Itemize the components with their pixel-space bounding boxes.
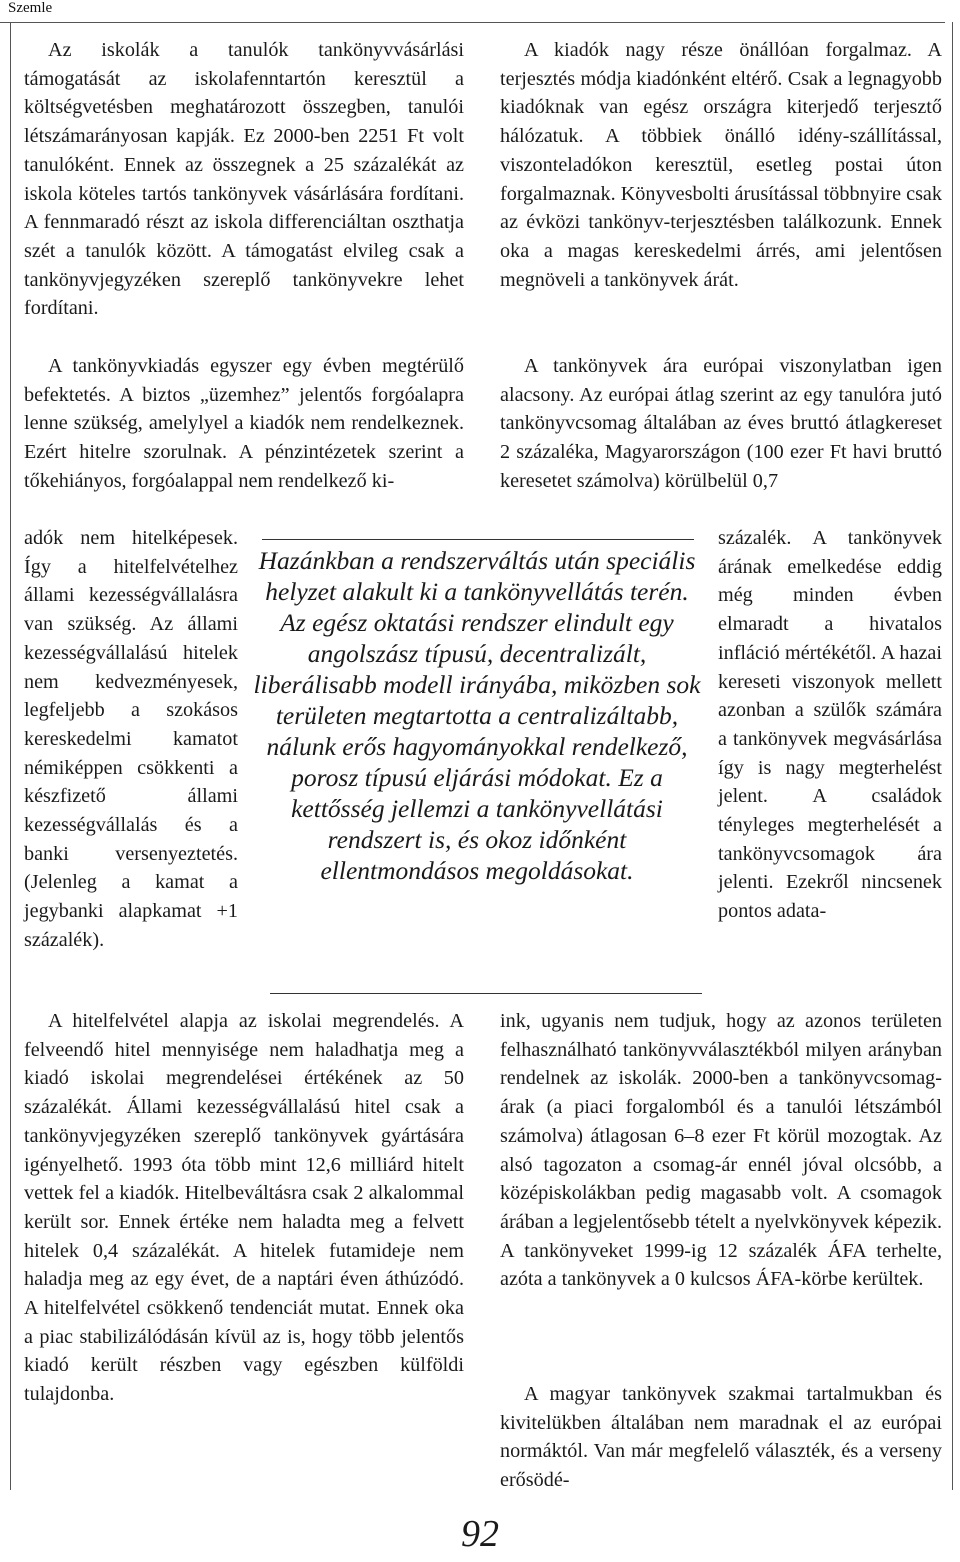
right-paragraph-2-continued: ink, ugyanis nem tudjuk, hogy az azonos területen felhasználható tankönyvválasztékból milyen arányban rendelnek az iskolák. 2000-ben a tankönyvcsomag-árak (a piaci forgalomból és a tanulói létszámból számolva) átlagosan 6–8 ezer Ft körül mozogtak. Az alsó tagozaton a csomag-ár ennél jóval olcsóbb, a középiskolákban pedig magasabb volt. A csomagok árában a legjelentősebb tételt a nyelvkönyvek képezik. A tankönyveket 1999-ig 12 százalék ÁFA terhelte, azóta a tankönyvek a 0 kulcsos ÁFA-körbe kerültek. [500,1010,942,1291]
pull-quote-bottom-rule [270,993,702,994]
pull-quote: Hazánkban a rendszerváltás után speciális helyzet alakult ki a tankönyvellátás terén. Az egész oktatási rendszer elindult egy angolszász típusú, decentralizált, liberálisabb modell irányába, miközben sok területen megtartotta a centralizáltabb, nálunk erős hagyományokkal rendelkező, porosz típusú eljárási módokat. Ez a kettősség jellemzi a tankönyvellátási rendszert is, és okoz időnként ellentmondásos megoldásokat. [253,546,701,885]
right-paragraph-1: A kiadók nagy része önállóan forgalmaz. A terjesztés módja kiadónként eltérő. Csak a legnagyobb kiadóknak van egész országra kiterjedő terjesztő hálózatuk. A többiek önálló idény-szállítással, viszonteladókon keresztül, esetleg postai úton forgalmaznak. Könyvesbolti árusítással többnyire csak az évközi tankönyv-terjesztésben találkozunk. Ennek oka a magas kereskedelmi árrés, ami jelentősen megnöveli a tankönyvek árát. [500,39,942,291]
left-paragraph-2: A tankönyvkiadás egyszer egy évben megtérülő befektetés. A biztos „üzemhez” jelentős forgóalapra lenne szükség, amelylyel a kiadók nem rendelkeznek. Ezért hitelre szorulnak. A pénzintézetek szerint a tőkehiányos, forgóalappal nem rendelkező ki- [24,355,464,492]
right-paragraph-2-narrow: százalék. A tankönyvek árának emelkedése eddig még minden évben elmaradt a hivatalos infláció mértékétől. A hazai kereseti viszonyok mellett azonban a szülők számára a tankönyvek megvásárlása így is nagy megterhelést jelent. A családok tényleges megterhelését a tankönyvcsomagok ára jelenti. Ezekről nincsenek pontos adata- [718,527,942,923]
page-number: 92 [461,1513,499,1555]
left-paragraph-3: A hitelfelvétel alapja az iskolai megrendelés. A felveendő hitel mennyisége nem haladhatja meg a kiadó iskolai megrendelései értékének az 50 százalékát. Állami kezességvállalású hitel csak a tankönyvjegyzéken szereplő tankönyvek gyártására igényelhető. 1993 óta több mint 12,6 milliárd hitelt vettek fel a kiadók. Hitelbeváltásra csak 2 alkalommal került sor. Ennek értéke nem haladta meg a felvett hitelek 0,4 százalékát. A hitelek futamideje nem haladja meg az egy évet, de a naptári éven áthúzódó. A hitelfelvétel csökkenő tendenciát mutat. Ennek oka a piac stabilizálódásán kívül az is, hogy több jelentős kiadó került részben vagy egészben külföldi tulajdonba. [24,1010,464,1406]
left-paragraph-1: Az iskolák a tanulók tankönyvvásárlási támogatását az iskolafenntartón keresztül a költségvetésben meghatározott összegben, tanulói létszámarányosan kapják. Ez 2000-ben 2251 Ft volt tanulóként. Ennek az összegnek a 25 százalékát az iskola köteles tartós tankönyvek vásárlására fordítani. A fennmaradó részt az iskola differenciáltan oszthatja szét a tanulók között. A támogatást elvileg csak a tankönyvjegyzéken szereplő tankönyvekre lehet fordítani. [24,39,464,320]
right-margin-rule [952,22,953,1490]
right-paragraph-3: A magyar tankönyvek szakmai tartalmukban és kivitelükben általában nem maradnak el az európai normáktól. Van már megfelelő választék, és a verseny erősödé- [500,1383,942,1492]
section-label: Szemle [8,0,53,16]
pull-quote-top-rule [262,539,694,540]
left-margin-rule [10,22,11,1490]
right-paragraph-2: A tankönyvek ára európai viszonylatban igen alacsony. Az európai átlag szerint az egy tanulóra jutó tankönyvcsomag általában az éves bruttó átlagkereset 2 százaléka, Magyarországon (100 ezer Ft havi bruttó keresetet számolva) körülbelül 0,7 [500,355,942,492]
left-paragraph-2-narrow: adók nem hitelképesek. Így a hitelfelvételhez állami kezességvállalásra van szükség. Az állami kezességvállalású hitelek nem kedvezményesek, legfeljebb a szokásos kereskedelmi kamatot némiképpen csökkenti a készfizető állami kezességvállalás és a banki versenyeztetés. (Jelenleg a kamat a jegybanki alapkamat +1 százalék). [24,527,238,951]
header-rule [0,22,945,23]
